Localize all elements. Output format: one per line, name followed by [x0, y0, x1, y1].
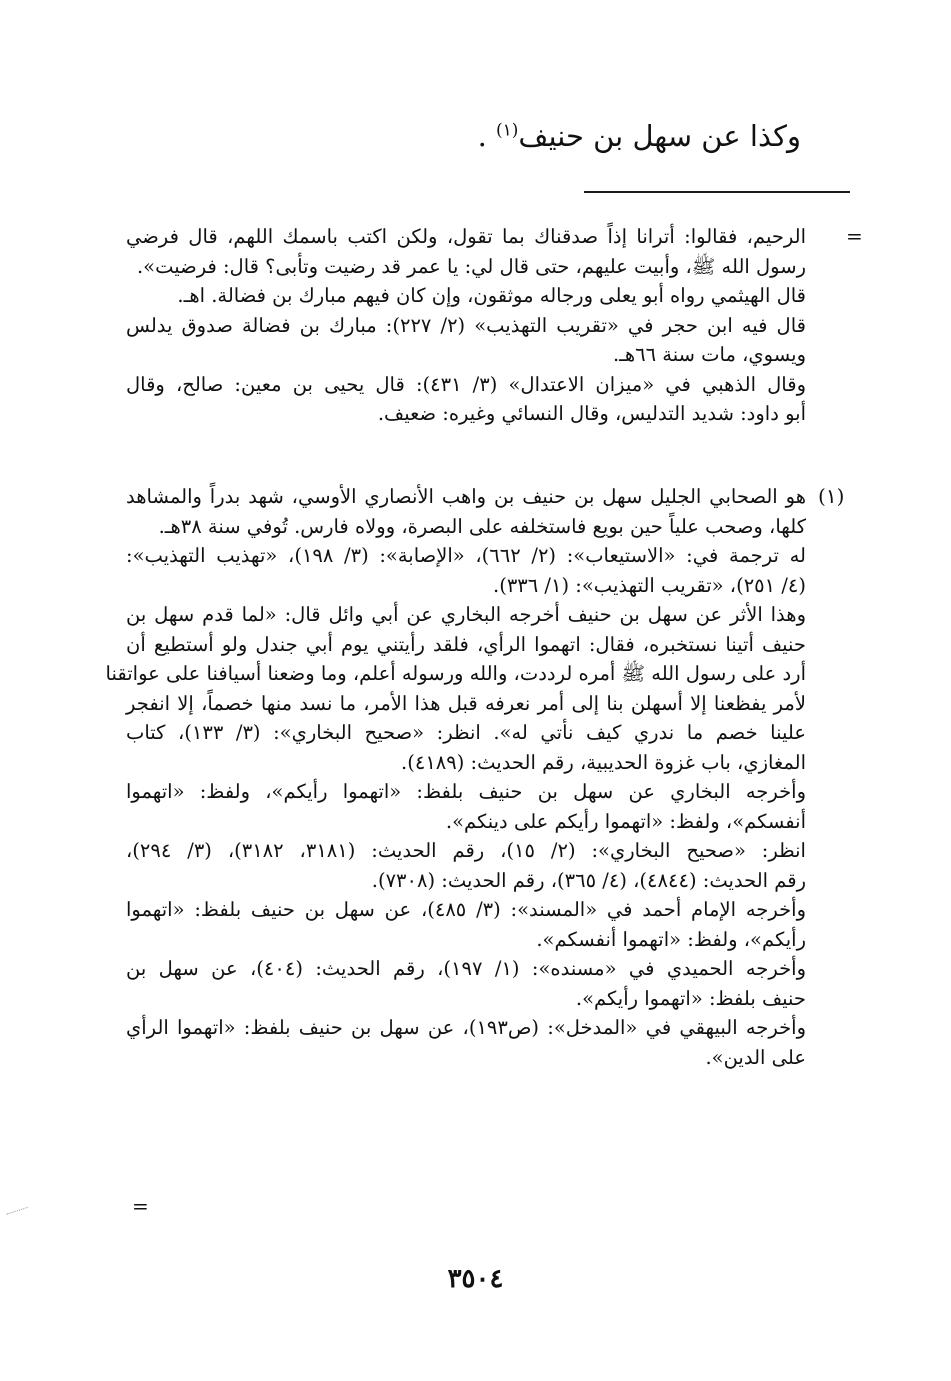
scan-mark — [7, 1207, 32, 1226]
footnote-line: رسول الله ﷺ، وأبيت عليهم، حتى قال لي: يا عمر قد رضيت وتأبى؟ قال: فرضيت». — [136, 254, 806, 278]
footnote-line: وأخرجه الإمام أحمد في «المسند»: (٣/ ٤٨٥)، عن سهل بن حنيف بلفظ: «اتهموا — [126, 898, 806, 921]
footnote-line: حنيف أتينا نستخبره، فقال: اتهموا الرأي، فلقد رأيتني يوم أبي جندل ولو أستطيع أن — [126, 632, 806, 656]
main-text-line: وكذا عن سهل بن حنيف — [518, 119, 801, 153]
footnote-line: رأيكم»، ولفظ: «اتهموا أنفسكم». — [536, 927, 806, 951]
footnote-line: قال فيه ابن حجر في «تقريب التهذيب» (٢/ ٢٢٧): مبارك بن فضالة صدوق يدلس — [126, 313, 806, 337]
footnote-line: أنفسكم»، ولفظ: «اتهموا رأيكم على دينكم». — [445, 809, 806, 833]
footnote-line: حنيف بلفظ: «اتهموا رأيكم». — [575, 986, 806, 1010]
main-text-end: . — [477, 119, 487, 153]
footnote-line: وأخرجه الحميدي في «مسنده»: (١/ ١٩٧)، رقم الحديث: (٤٠٤)، عن سهل بن — [126, 957, 807, 980]
footnote-line: وأخرجه البخاري عن سهل بن حنيف بلفظ: «اتهموا رأيكم»، ولفظ: «اتهموا — [126, 780, 806, 803]
footnote-separator — [584, 191, 850, 193]
footnote-line: وقال الذهبي في «ميزان الاعتدال» (٣/ ٤٣١): قال يحيى بن معين: صالح، وقال — [126, 372, 806, 396]
continuation-marker: = — [846, 224, 863, 248]
footnote-line: (٤/ ٢٥١)، «تقريب التهذيب»: (١/ ٣٣٦). — [493, 573, 806, 597]
footnote-line: له ترجمة في: «الاستيعاب»: (٢/ ٦٦٢)، «الإصابة»: (٣/ ١٩٨)، «تهذيب التهذيب»: — [126, 544, 806, 567]
footnote-line: أبو داود: شديد التدليس، وقال النسائي وغيره: ضعيف. — [377, 402, 806, 425]
main-text — [151, 112, 801, 160]
footnote-1 — [105, 482, 807, 1072]
footnote-line: على الدين». — [705, 1045, 806, 1069]
footnote-line: قال الهيثمي رواه أبو يعلى ورجاله موثقون، وإن كان فيهم مبارك بن فضالة. اهـ. — [177, 284, 806, 307]
footnote-line: وهذا الأثر عن سهل بن حنيف أخرجه البخاري عن أبي وائل قال: «لما قدم سهل بن — [126, 603, 806, 626]
footnote-line: الرحيم، فقالوا: أترانا إذاً صدقناك بما تقول، ولكن اكتب باسمك اللهم، قال فرضي — [126, 225, 806, 248]
footnote-line: المغازي، باب غزوة الحديبية، رقم الحديث: (٤١٨٩). — [401, 750, 806, 774]
continues-marker: = — [132, 1194, 149, 1218]
footnote-line: هو الصحابي الجليل سهل بن حنيف بن واهب الأنصاري الأوسي، شهد بدراً والمشاهد — [126, 485, 806, 508]
footnote-line: رقم الحديث: (٤٨٤٤)، (٤/ ٣٦٥)، رقم الحديث: (٧٣٠٨). — [371, 868, 806, 892]
footnote-reference[interactable]: (١) — [496, 120, 519, 141]
footnote-continued — [126, 222, 806, 429]
footnote-line: وأخرجه البيهقي في «المدخل»: (ص١٩٣)، عن سهل بن حنيف بلفظ: «اتهموا الرأي — [126, 1016, 806, 1039]
footnote-line: كلها، وصحب علياً حين بويع فاستخلفه على البصرة، وولاه فارس. تُوفي سنة ٣٨هـ. — [158, 514, 806, 538]
footnote-line: لأمر يفظعنا إلا أسهلن بنا إلى أمر نعرفه قبل هذا الأمر، ما نسد منها خصماً، إلا انفجر — [126, 691, 806, 715]
footnote-number: (١) — [818, 484, 845, 508]
page-number: ٣٥٠٤ — [447, 1264, 504, 1294]
footnote-line: ويسوي، مات سنة ٦٦هـ. — [612, 343, 806, 366]
footnote-line: انظر: «صحيح البخاري»: (٢/ ١٥)، رقم الحديث: (٣١٨١، ٣١٨٢)، (٣/ ٢٩٤)، — [126, 839, 806, 862]
footnote-line: أرد على رسول الله ﷺ أمره لرددت، والله ورسوله أعلم، وما وضعنا أسيافنا على عواتقنا — [105, 662, 806, 685]
footnote-line: علينا خصم ما ندري كيف نأتي له». انظر: «صحيح البخاري»: (٣/ ١٣٣)، كتاب — [126, 721, 806, 744]
